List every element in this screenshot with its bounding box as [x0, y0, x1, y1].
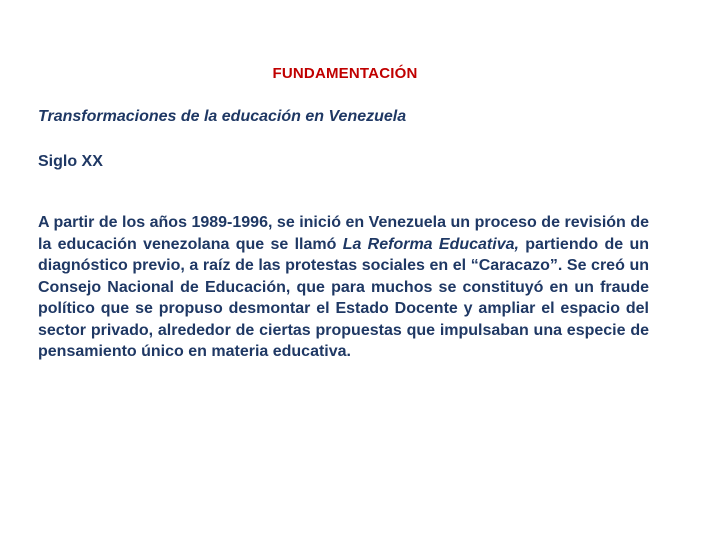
- section-heading: Siglo XX: [38, 153, 103, 170]
- paragraph-text-end: partiendo de un diagnóstico previo, a raíz de las protestas sociales en el “Caracazo”. Se creó un Consejo Nacional de Educación, que para muchos se constituyó en un fraude político que se propuso desmontar el Estado Docente y ampliar el espacio del sector privado, alrededor de ciertas propuestas que impulsaban una especie de pensamiento único en materia educativa.: [38, 235, 650, 360]
- paragraph-text-start: A partir de los años 1989-1996, se inició en Venezuela un proceso de revisión de la educación venezolana que se llamó: [38, 214, 649, 253]
- body-paragraph: [38, 212, 649, 363]
- slide-subtitle: Transformaciones de la educación en Venezuela: [38, 108, 407, 125]
- paragraph-italic-term: La Reforma Educativa,: [342, 235, 519, 253]
- slide-title: FUNDAMENTACIÓN: [272, 65, 418, 82]
